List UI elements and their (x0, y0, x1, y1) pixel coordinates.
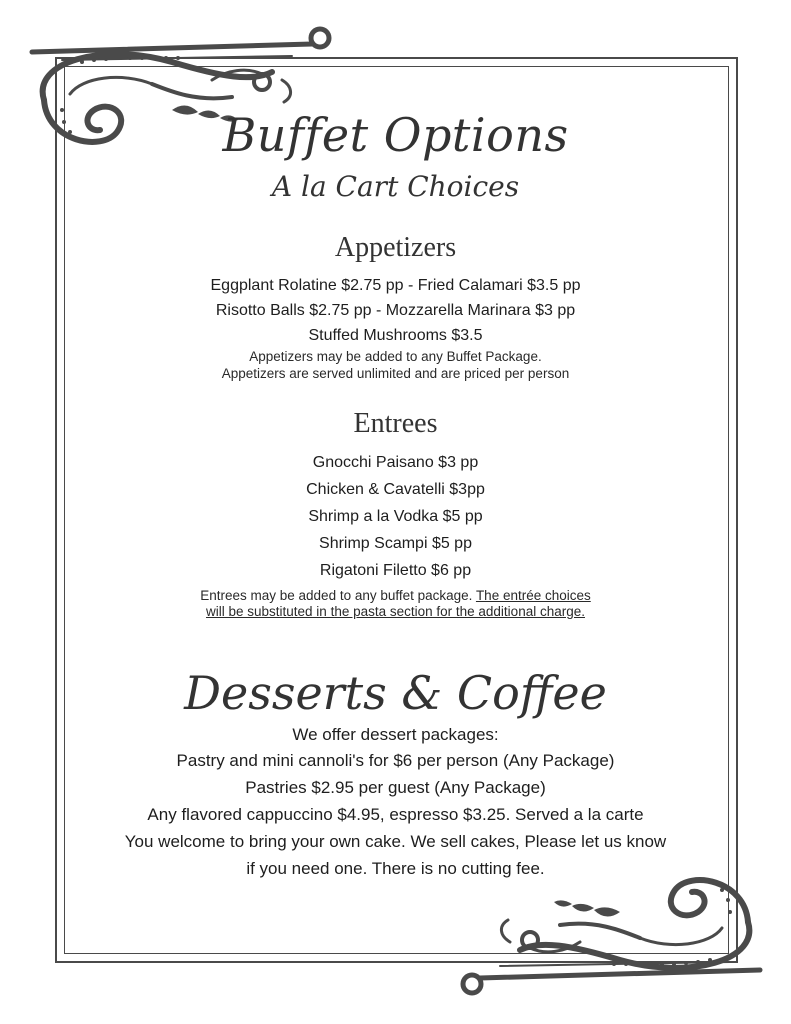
appetizer-item: Risotto Balls $2.75 pp - Mozzarella Marinara $3 pp (215, 302, 576, 319)
page-title: Buffet Options (222, 108, 569, 162)
appetizers-note: Appetizers are served unlimited and are priced per person (221, 366, 570, 381)
dessert-line: Any flavored cappuccino $4.95, espresso $3.25. Served a la carte (147, 805, 644, 824)
appetizer-item: Stuffed Mushrooms $3.5 (308, 327, 483, 344)
entree-item: Chicken & Cavatelli $3pp (306, 481, 485, 498)
dessert-line: We offer dessert packages: (292, 725, 499, 744)
dessert-line: Pastry and mini cannoli's for $6 per person (Any Package) (176, 751, 615, 770)
entree-item: Shrimp a la Vodka $5 pp (308, 508, 483, 525)
dessert-line: if you need one. There is no cutting fee. (246, 859, 545, 878)
entrees-note-underlined: The entrée choices (475, 588, 591, 603)
entree-item: Shrimp Scampi $5 pp (319, 535, 472, 552)
dessert-line: Pastries $2.95 per guest (Any Package) (245, 778, 546, 797)
dessert-line: You welcome to bring your own cake. We sell cakes, Please let us know (124, 832, 667, 851)
entree-item: Rigatoni Filetto $6 pp (319, 562, 472, 579)
entrees-note-plain: Entrees may be added to any buffet package. (200, 588, 476, 603)
appetizer-item: Eggplant Rolatine $2.75 pp - Fried Calamari $3.5 pp (210, 277, 581, 294)
entree-item: Gnocchi Paisano $3 pp (312, 454, 479, 471)
appetizers-note: Appetizers may be added to any Buffet Package. (249, 349, 542, 364)
entrees-note (70, 588, 721, 604)
desserts-heading: Desserts & Coffee (184, 666, 607, 720)
entrees-heading: Entrees (353, 408, 438, 439)
entrees-note-underlined: will be substituted in the pasta section for the additional charge. (206, 604, 585, 619)
page-subtitle: A la Cart Choices (271, 170, 520, 203)
appetizers-heading: Appetizers (334, 232, 457, 263)
